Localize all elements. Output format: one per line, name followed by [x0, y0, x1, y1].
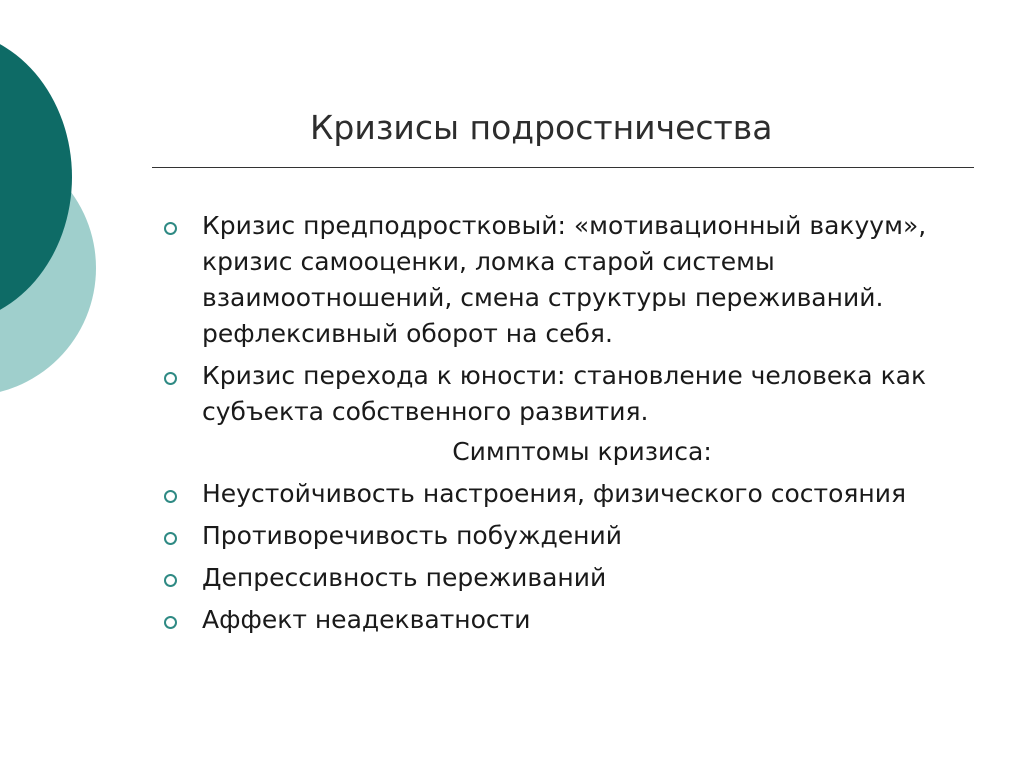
bullet-item	[162, 602, 962, 638]
bullet-item	[162, 208, 962, 352]
bullet-item	[162, 358, 962, 430]
bullet-item	[162, 518, 962, 554]
slide-title: Кризисы подростничества	[310, 108, 773, 147]
bullet-text: Противоречивость побуждений	[202, 521, 622, 550]
title-divider	[152, 167, 974, 168]
bullet-text: Кризис предподростковый: «мотивационный вакуум», кризис самооценки, ломка старой системы взаимоотношений, смена структуры переживаний. рефлексивный оборот на себя.	[202, 211, 927, 348]
bullet-text: Аффект неадекватности	[202, 605, 531, 634]
bullet-text: Депрессивность переживаний	[202, 563, 607, 592]
circle-bullet-icon	[164, 372, 177, 385]
bullet-item	[162, 476, 962, 512]
circle-bullet-icon	[164, 222, 177, 235]
bullet-text: Кризис перехода к юности: становление человека как субъекта собственного развития.	[202, 361, 927, 426]
symptoms-subheading: Симптомы кризиса:	[452, 437, 712, 466]
circle-bullet-icon	[164, 532, 177, 545]
circle-bullet-icon	[164, 490, 177, 503]
circle-bullet-icon	[164, 574, 177, 587]
bullet-item	[162, 560, 962, 596]
bullet-text: Неустойчивость настроения, физического состояния	[202, 479, 907, 508]
slide-content	[162, 208, 962, 644]
circle-bullet-icon	[164, 616, 177, 629]
